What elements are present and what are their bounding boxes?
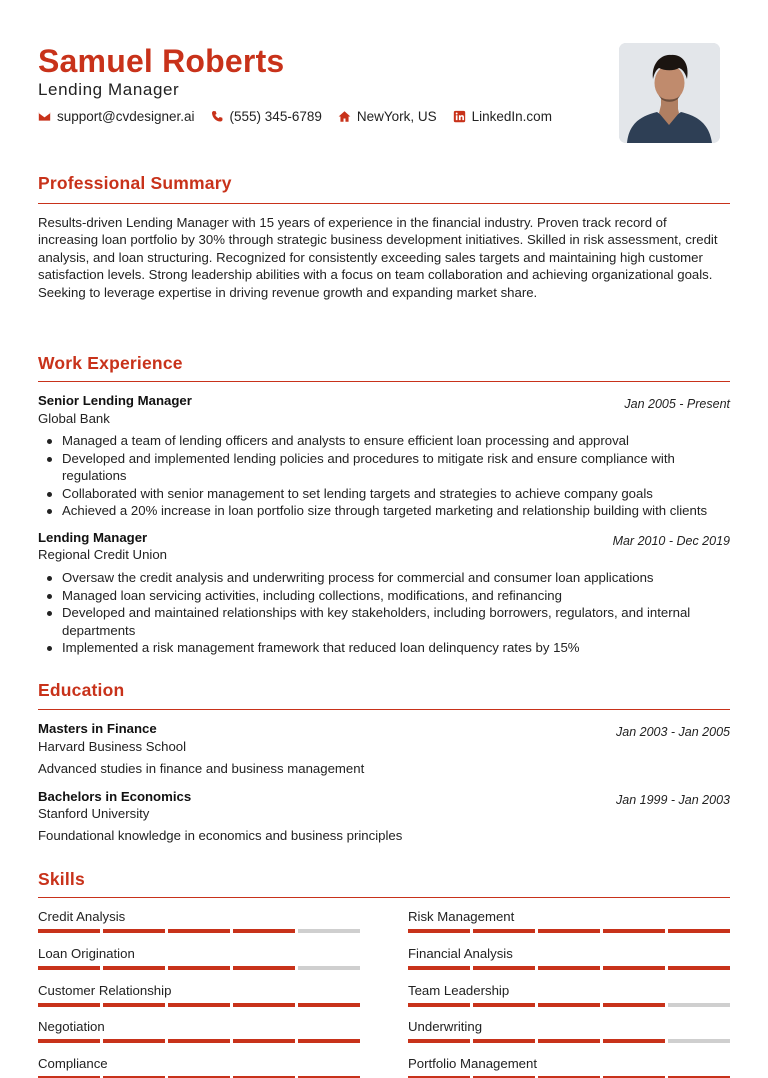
skill-item — [408, 946, 730, 970]
section-divider — [38, 203, 730, 204]
edu-desc-2: Foundational knowledge in economics and business principles — [38, 828, 403, 843]
skill-segment-filled — [38, 1003, 100, 1007]
contact-phone[interactable] — [211, 109, 322, 124]
skill-segment-filled — [538, 929, 600, 933]
section-heading-experience: Work Experience — [38, 353, 183, 373]
skill-item — [408, 909, 730, 933]
home-icon — [338, 110, 351, 123]
resume-page — [38, 0, 730, 1078]
job-date-1: Jan 2005 - Present — [624, 397, 730, 411]
job-date-2: Mar 2010 - Dec 2019 — [612, 534, 730, 548]
skill-segment-filled — [408, 966, 470, 970]
profile-photo — [619, 43, 720, 143]
contact-email[interactable] — [38, 109, 195, 124]
edu-degree-2: Bachelors in Economics — [38, 789, 192, 804]
skill-segment-filled — [103, 1003, 165, 1007]
skill-item — [38, 909, 360, 933]
phone-icon — [211, 110, 224, 123]
envelope-icon — [38, 110, 51, 123]
section-heading-education: Education — [38, 680, 125, 700]
section-divider — [38, 381, 730, 382]
skill-name: Customer Relationship — [38, 982, 172, 998]
edu-desc-1: Advanced studies in finance and business management — [38, 761, 365, 776]
skill-segment-filled — [408, 1003, 470, 1007]
list-item: Oversaw the credit analysis and underwriting process for commercial and consumer loan applications — [38, 569, 730, 587]
contact-email-text: support@cvdesigner.ai — [57, 109, 195, 124]
skill-level-bar — [408, 1039, 730, 1043]
job-bullets-2 — [38, 569, 730, 657]
skill-segment-filled — [168, 966, 230, 970]
list-item: Implemented a risk management framework that reduced loan delinquency rates by 15% — [38, 639, 730, 657]
skill-segment-filled — [103, 929, 165, 933]
skill-item — [408, 983, 730, 1007]
skill-level-bar — [38, 1039, 360, 1043]
skill-segment-filled — [168, 1003, 230, 1007]
skill-segment-filled — [168, 929, 230, 933]
section-heading-skills: Skills — [38, 869, 85, 889]
section-divider — [38, 897, 730, 898]
edu-school-2: Stanford University — [38, 806, 150, 821]
contact-row — [38, 109, 568, 124]
skill-segment-filled — [298, 1003, 360, 1007]
list-item: Developed and maintained relationships with key stakeholders, including borrowers, regulators, and internal departments — [38, 604, 730, 639]
contact-phone-text: (555) 345-6789 — [229, 109, 322, 124]
skill-level-bar — [38, 929, 360, 933]
skill-segment-filled — [538, 1003, 600, 1007]
skill-name: Negotiation — [38, 1019, 105, 1035]
skill-level-bar — [408, 929, 730, 933]
skill-item — [408, 1056, 730, 1078]
job-title-2: Lending Manager — [38, 530, 148, 545]
contact-linkedin-text: LinkedIn.com — [471, 109, 552, 124]
candidate-name: Samuel Roberts — [38, 43, 285, 79]
skill-item — [38, 1019, 360, 1043]
skill-segment-empty — [668, 1039, 730, 1043]
skill-segment-empty — [298, 929, 360, 933]
skill-segment-filled — [668, 929, 730, 933]
section-heading-summary: Professional Summary — [38, 173, 232, 193]
candidate-title: Lending Manager — [38, 80, 180, 99]
skill-segment-filled — [603, 1039, 665, 1043]
list-item: Achieved a 20% increase in loan portfolio size through targeted marketing and relationship building with clients — [38, 502, 730, 520]
list-item: Managed a team of lending officers and analysts to ensure efficient loan processing and approval — [38, 432, 730, 450]
skill-segment-filled — [38, 1039, 100, 1043]
skill-name: Financial Analysis — [408, 945, 513, 961]
edu-school-1: Harvard Business School — [38, 739, 187, 754]
skill-segment-empty — [668, 1003, 730, 1007]
skill-segment-filled — [473, 1003, 535, 1007]
list-item: Managed loan servicing activities, including collections, modifications, and refinancing — [38, 587, 730, 605]
skill-segment-filled — [408, 929, 470, 933]
skill-segment-filled — [233, 1003, 295, 1007]
skill-name: Portfolio Management — [408, 1056, 538, 1072]
skill-name: Credit Analysis — [38, 909, 126, 924]
contact-location — [338, 109, 437, 124]
skill-segment-filled — [668, 966, 730, 970]
skill-segment-filled — [603, 966, 665, 970]
skill-item — [38, 1056, 360, 1078]
skill-segment-filled — [233, 1039, 295, 1043]
skill-item — [38, 983, 360, 1007]
skill-segment-filled — [38, 929, 100, 933]
skill-segment-filled — [298, 1039, 360, 1043]
skill-segment-filled — [473, 929, 535, 933]
section-divider — [38, 709, 730, 710]
skill-name: Underwriting — [408, 1019, 483, 1035]
skill-segment-filled — [473, 1039, 535, 1043]
skill-name: Loan Origination — [38, 945, 135, 961]
skill-segment-filled — [603, 929, 665, 933]
skill-segment-filled — [38, 966, 100, 970]
skill-name: Compliance — [38, 1056, 108, 1072]
edu-date-1: Jan 2003 - Jan 2005 — [616, 725, 730, 739]
skill-segment-filled — [103, 1039, 165, 1043]
skill-level-bar — [408, 966, 730, 970]
skill-segment-filled — [473, 966, 535, 970]
job-title-1: Senior Lending Manager — [38, 393, 192, 408]
list-item: Collaborated with senior management to set lending targets and strategies to achieve company goals — [38, 485, 730, 503]
skill-segment-filled — [168, 1039, 230, 1043]
edu-degree-1: Masters in Finance — [38, 721, 157, 736]
skill-name: Risk Management — [408, 909, 515, 924]
contact-location-text: NewYork, US — [356, 109, 437, 124]
job-org-2: Regional Credit Union — [38, 547, 168, 562]
skill-segment-filled — [233, 929, 295, 933]
skill-segment-filled — [538, 1039, 600, 1043]
skill-level-bar — [38, 1003, 360, 1007]
skill-level-bar — [408, 1003, 730, 1007]
summary-text: Results-driven Lending Manager with 15 years of experience in the financial industry. Proven track record of increasing loan portfolio by 30% through strategic business development initiatives. Skilled in risk assessment, credit analysis, and loan structuring. Recognized for consistently exceeding sales targets and maintaining high customer satisfaction levels. Strong leadership abilities with a focus on team collaboration and achieving organizational goals. Seeking to leverage expertise in driving revenue growth and expanding market share. — [38, 215, 718, 300]
edu-date-2: Jan 1999 - Jan 2003 — [616, 793, 730, 807]
job-org-1: Global Bank — [38, 411, 110, 426]
skill-name: Team Leadership — [408, 982, 510, 998]
skill-segment-filled — [603, 1003, 665, 1007]
skill-segment-filled — [538, 966, 600, 970]
skill-segment-filled — [103, 966, 165, 970]
skill-segment-filled — [408, 1039, 470, 1043]
skill-level-bar — [38, 966, 360, 970]
skill-item — [38, 946, 360, 970]
job-bullets-1 — [38, 432, 730, 520]
skill-segment-filled — [233, 966, 295, 970]
skill-item — [408, 1019, 730, 1043]
contact-linkedin[interactable] — [453, 109, 552, 124]
list-item: Developed and implemented lending policies and procedures to mitigate risk and ensure compliance with regulations — [38, 450, 730, 485]
skill-segment-empty — [298, 966, 360, 970]
linkedin-icon — [453, 110, 466, 123]
